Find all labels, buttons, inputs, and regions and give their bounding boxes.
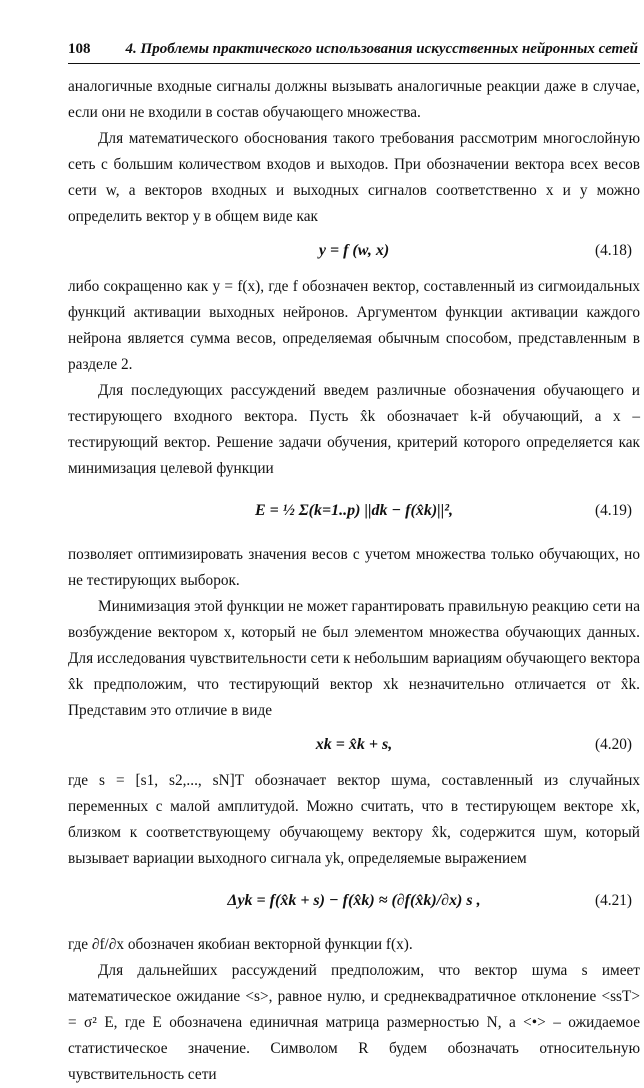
equation-number: (4.20): [595, 736, 632, 753]
paragraph: аналогичные входные сигналы должны вызывать аналогичные реакции даже в случае, если они не входили в состав обучающего множества.: [68, 78, 640, 121]
paragraph: Для последующих рассуждений введем различные обозначения обучающего и тестирующего входного вектора. Пусть x̂k обозначает k-й обучающий, а x – тестирующий вектор. Решение задачи обучения, критерий которого определяется как минимизация целевой функции: [68, 382, 640, 477]
body-text: [68, 74, 640, 1088]
header-rule: [68, 63, 640, 64]
paragraph: Минимизация этой функции не может гарантировать правильную реакцию сети на возбуждение вектором x, который не был элементом множества обучающих данных. Для исследования чувствительности сети к небольшим вариациям обучающего вектора x̂k предположим, что тестирующий вектор xk незначительно отличается от x̂k. Представим это отличие в виде: [68, 598, 640, 719]
page-number: 108: [68, 41, 91, 57]
paragraph: либо сокращенно как y = f(x), где f обозначен вектор, составленный из сигмоидальных функций активации выходных нейронов. Аргументом функции активации каждого нейрона является сумма весов, определяемая обычным способом, представленным в разделе 2.: [68, 278, 640, 373]
equation-4-18: [68, 232, 640, 272]
paragraph: Для дальнейших рассуждений предположим, что вектор шума s имеет математическое ожидание <s>, равное нулю, и среднеквадратичное отклонение <ssT> = σ² E, где E обозначена единичная матрица размерностью N, а <•> – ожидаемое статистическое значение. Символом R будем обозначать относительную чувствительность сети: [68, 962, 640, 1083]
paragraph: где s = [s1, s2,..., sN]T обозначает вектор шума, составленный из случайных переменных с малой амплитудой. Можно считать, что в тестирующем векторе xk, близком к соответствующему обучающему вектору x̂k, содержится шум, который вызывает вариации выходного сигнала yk, определяемые выражением: [68, 772, 640, 867]
equation-formula: xk = x̂k + s,: [315, 736, 393, 753]
equation-4-21: [68, 874, 640, 930]
equation-4-19: [68, 484, 640, 540]
running-header: [68, 38, 638, 62]
equation-4-20: [68, 726, 640, 766]
paragraph: Для математического обоснования такого требования рассмотрим многослойную сеть с большим количеством входов и выходов. При обозначении вектора всех весов сети w, а векторов входных и выходных сигналов соответственно x и y можно определить вектор y в общем виде как: [68, 130, 640, 225]
paragraph: где ∂f/∂x обозначен якобиан векторной функции f(x).: [68, 936, 413, 953]
equation-formula: y = f (w, x): [318, 242, 390, 259]
equation-number: (4.19): [595, 502, 632, 519]
equation-number: (4.18): [595, 242, 632, 259]
equation-formula: E = ½ Σ(k=1..p) ||dk − f(x̂k)||²,: [254, 502, 454, 519]
chapter-title: 4. Проблемы практического использования искусственных нейронных сетей: [125, 41, 638, 57]
paragraph: позволяет оптимизировать значения весов с учетом множества только обучающих, но не тестирующих выборок.: [68, 546, 640, 589]
equation-number: (4.21): [595, 892, 632, 909]
equation-formula: Δyk = f(x̂k + s) − f(x̂k) ≈ (∂f(x̂k)/∂x) s ,: [227, 892, 481, 909]
